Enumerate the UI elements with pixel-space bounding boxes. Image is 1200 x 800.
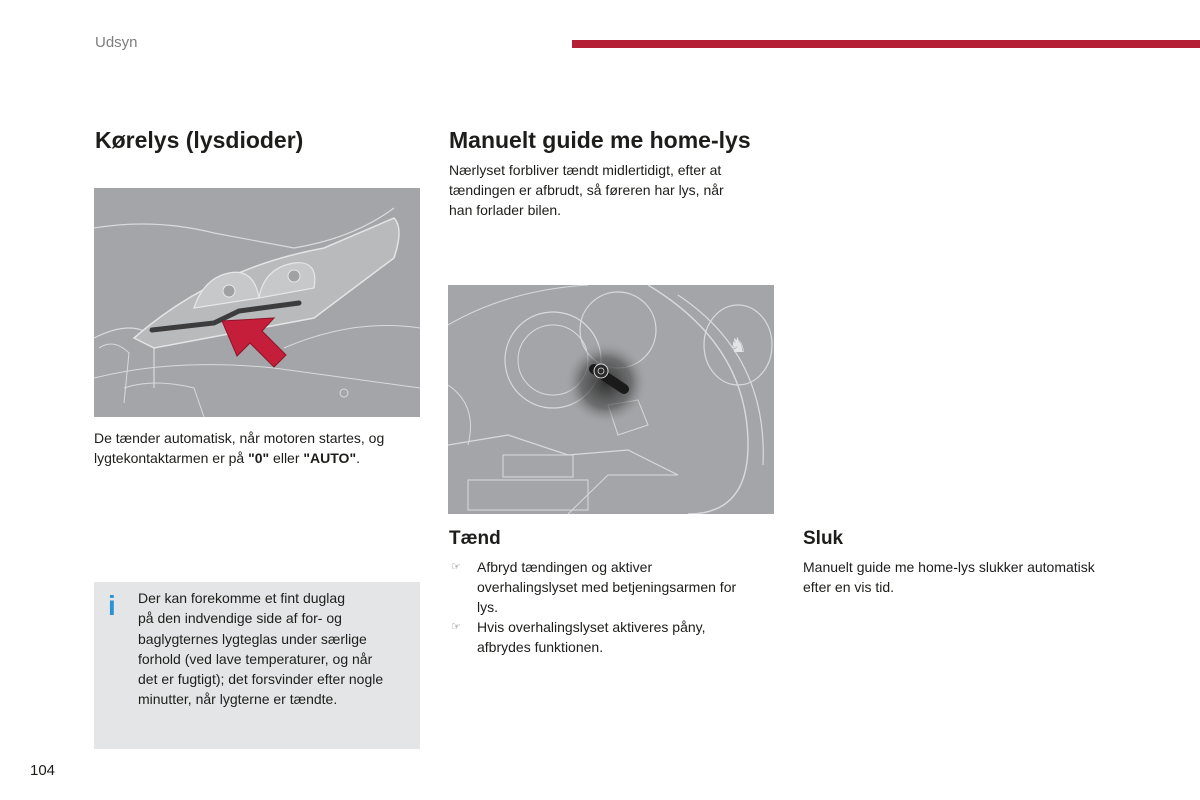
switch-on-title: Tænd (449, 528, 501, 549)
follow-me-home-title: Manuelt guide me home-lys (449, 127, 751, 153)
headlamp-drawing (94, 188, 420, 417)
info-note-text: Der kan forekomme et fint duglag på den indvendige side af for- og baglygternes lygteglas under særlige forhold (ved lave temperaturer, og når det er fugtigt); det forsvinder efter nogle minutter, når lygterne er tændte. (138, 590, 384, 708)
switch-off-title: Sluk (803, 528, 844, 549)
follow-me-home-intro: Nærlyset forbliver tændt midlertidigt, efter at tændingen er afbrudt, så føreren har lys, når han forlader bilen. (449, 162, 724, 218)
section-label: Udsyn (95, 34, 138, 51)
daytime-lights-title: Kørelys (lysdioder) (95, 127, 304, 153)
switch-off-text: Manuelt guide me home-lys slukker automatisk efter en vis tid. (803, 559, 1095, 595)
daytime-lights-caption: De tænder automatisk, når motoren startes, og lygtekontaktarmen er på "0" eller "AUTO". (94, 430, 385, 466)
info-icon: i (108, 590, 116, 621)
page-number: 104 (30, 762, 56, 779)
switch-on-steps (449, 557, 779, 657)
list-item: ☞ Afbryd tændingen og aktiver overhalingslyset med betjeningsarmen for lys. (451, 559, 737, 615)
pointing-hand-icon: ☞ (451, 621, 461, 633)
list-item: ☞ Hvis overhalingslyset aktiveres påny, afbrydes funktionen. (451, 619, 706, 655)
pointing-hand-icon: ☞ (451, 561, 461, 573)
svg-text:♞: ♞ (729, 335, 747, 357)
steering-column-drawing (448, 285, 774, 514)
headlamp-illustration (94, 188, 420, 417)
info-note-box (94, 582, 420, 749)
header-accent-bar (572, 40, 1200, 48)
steering-column-illustration (448, 285, 774, 514)
